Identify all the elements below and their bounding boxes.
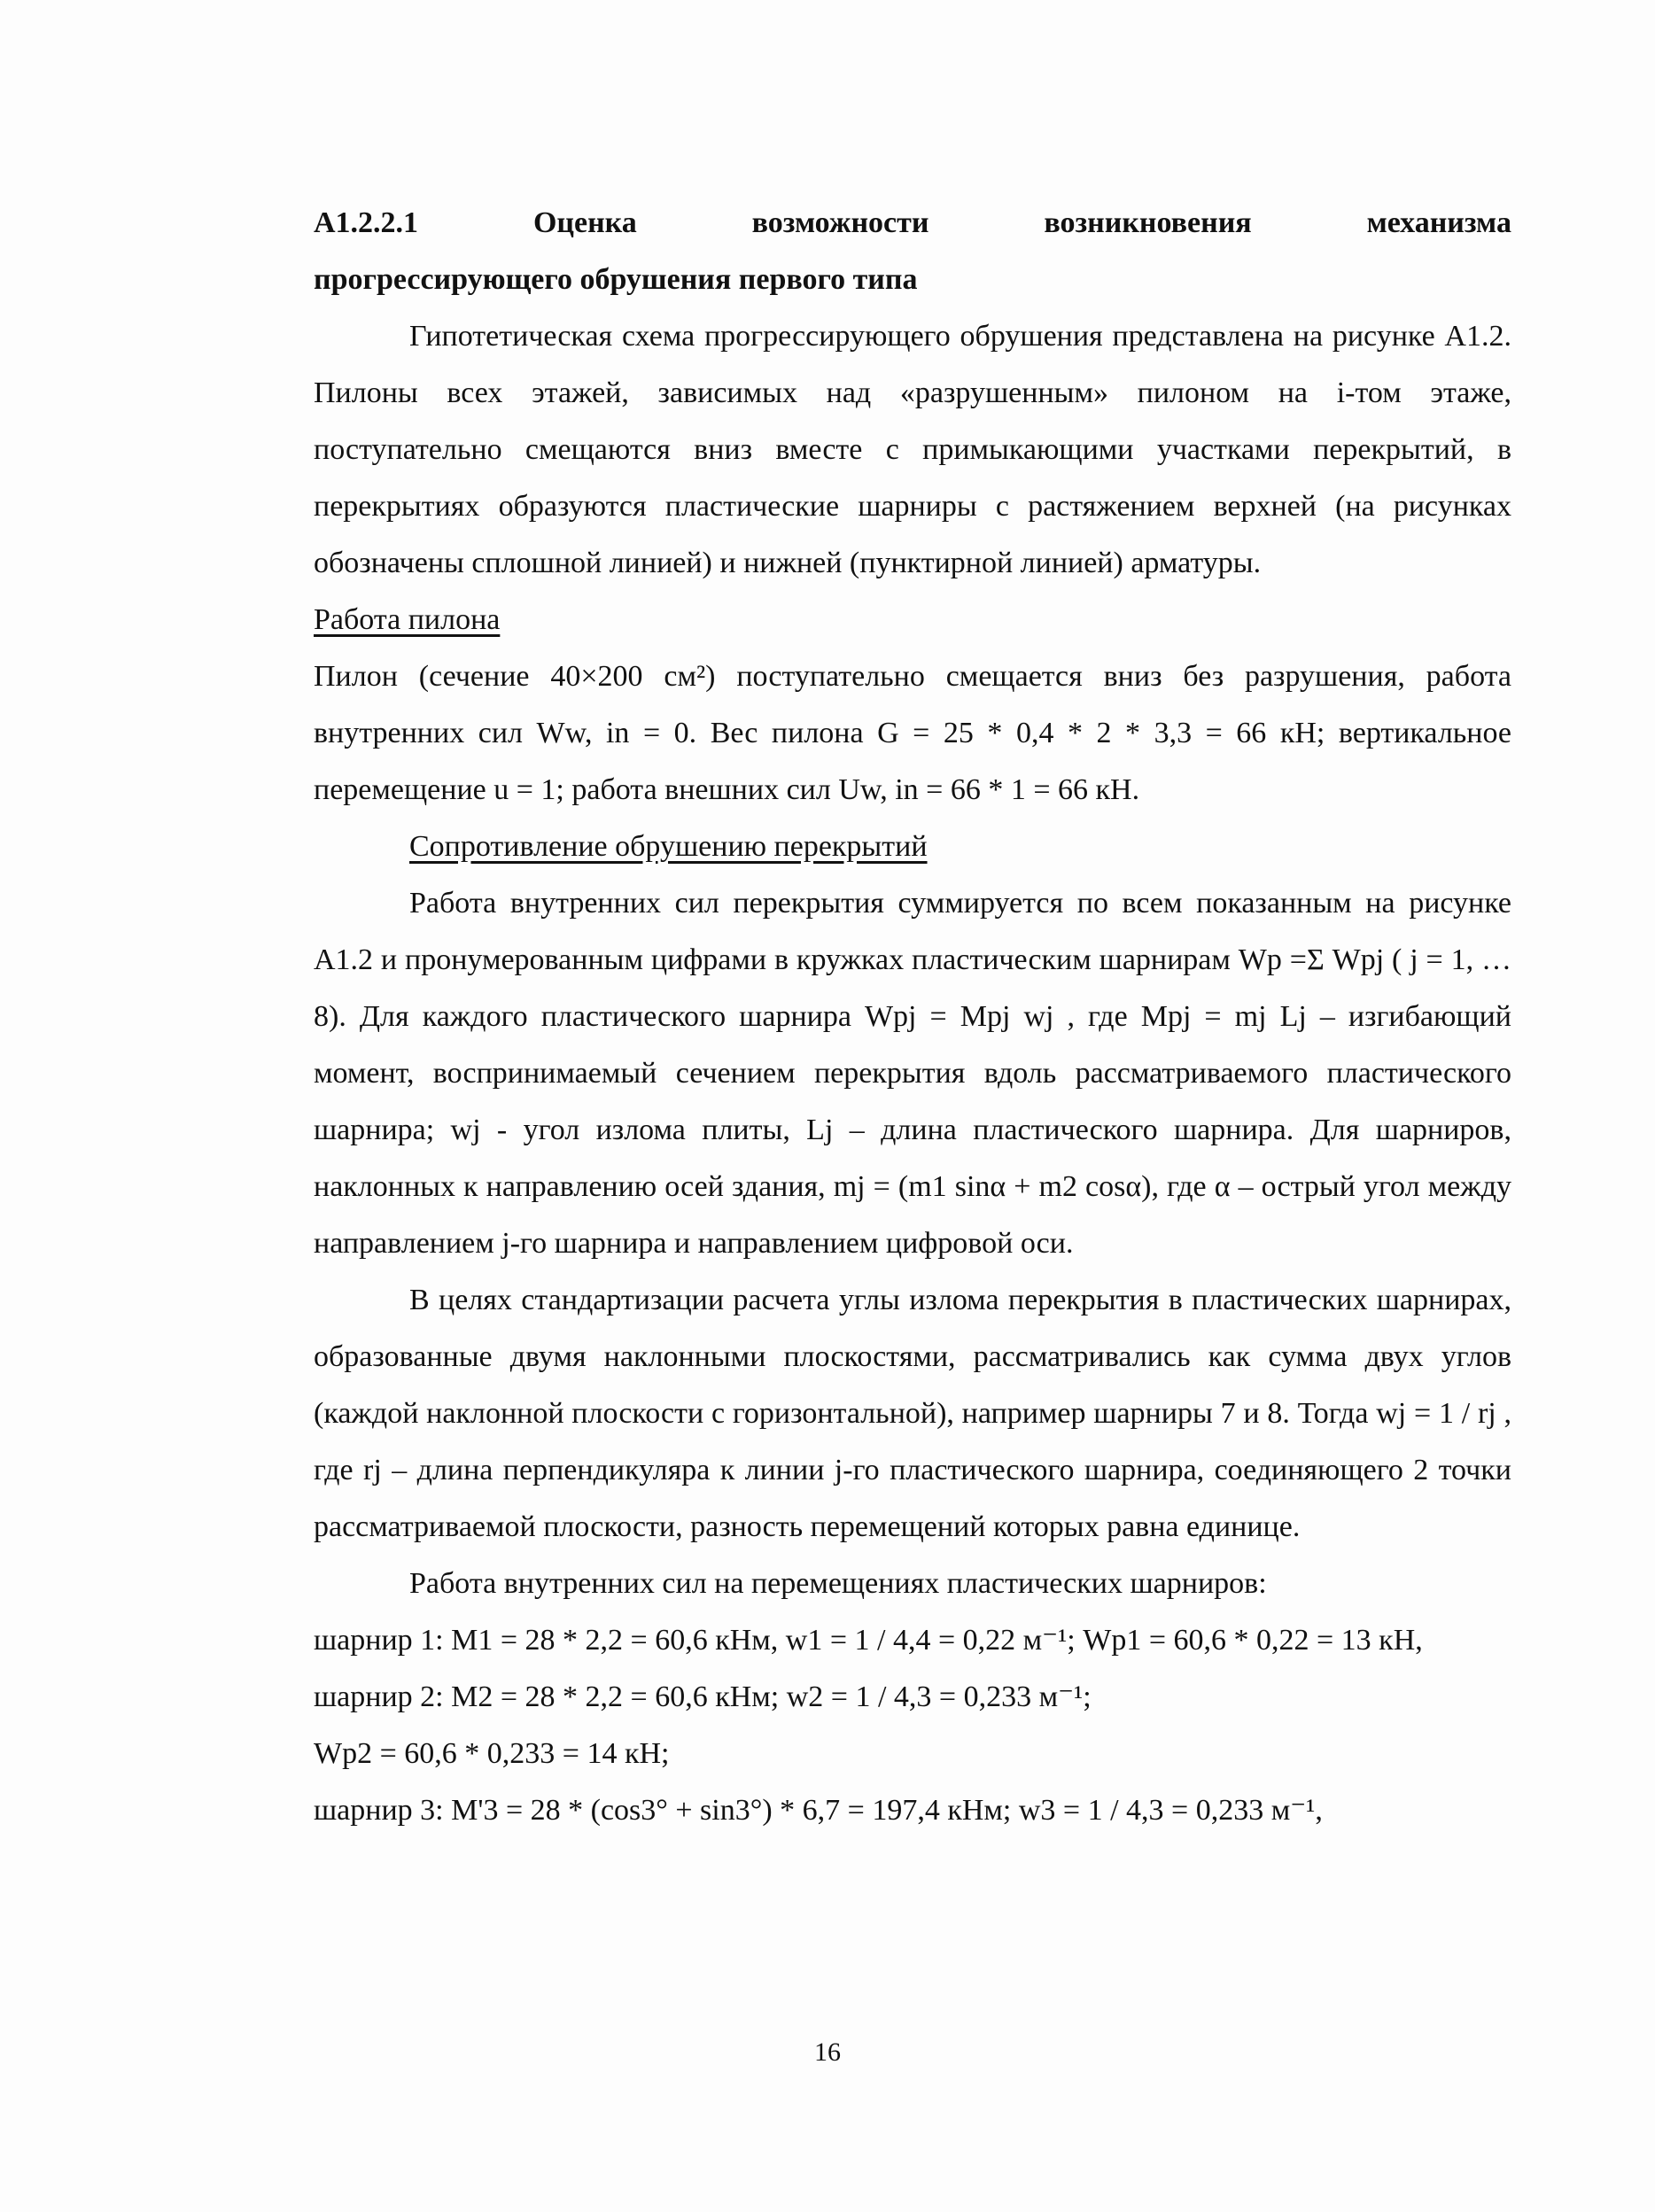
section-number: А1.2.2.1 bbox=[314, 206, 419, 239]
heading-word: Оценка bbox=[532, 206, 637, 239]
resistance-subheading: Сопротивление обрушению перекрытий bbox=[409, 830, 928, 863]
heading-word: возможности bbox=[751, 206, 929, 239]
standardization-paragraph: В целях стандартизации расчета углы излома перекрытия в пластических шарнирах, образованные двумя наклонными плоскостями, рассматривались как сумма двух углов (каждой наклонной плоскости с горизонтальной), например шарниры 7 и 8. Тогда wj = 1 / rj , где rj – длина перпендикуляра к линии j-го пластического шарнира, соединяющего 2 точки рассматриваемой плоскости, разность перемещений которых равна единице. bbox=[314, 1284, 1511, 1543]
hinge-2-line: шарнир 2: M2 = 28 * 2,2 = 60,6 кНм; w2 = 1 / 4,3 = 0,233 м⁻¹; bbox=[314, 1680, 1092, 1713]
intro-paragraph: Гипотетическая схема прогрессирующего обрушения представлена на рисунке А1.2. Пилоны всех этажей, зависимых над «разрушенным» пилоном на i-том этаже, поступательно смещаются вниз вместе с примыкающими участками перекрытий, в перекрытиях образуются пластические шарниры с растяжением верхней (на рисунках обозначены сплошной линией) и нижней (пунктирной линией) арматуры. bbox=[314, 320, 1511, 579]
heading-word: механизма bbox=[1366, 206, 1511, 239]
section-heading bbox=[314, 195, 1511, 252]
hinge-1-line: шарнир 1: M1 = 28 * 2,2 = 60,6 кНм, w1 = 1 / 4,4 = 0,22 м⁻¹; Wp1 = 60,6 * 0,22 = 13 кН, bbox=[314, 1624, 1423, 1657]
hinge-2-work-line: Wp2 = 60,6 * 0,233 = 14 кН; bbox=[314, 1737, 670, 1770]
page-number: 16 bbox=[814, 2037, 841, 2067]
resistance-subheading-row bbox=[314, 819, 1511, 875]
resistance-paragraph: Работа внутренних сил перекрытия суммируется по всем показанным на рисунке А1.2 и пронумерованным цифрами в кружках пластическим шарнирам Wp =Σ Wpj ( j = 1, …8). Для каждого пластического шарнира Wpj = Mpj wj , где Mpj = mj Lj – изгибающий момент, воспринимаемый сечением перекрытия вдоль рассматриваемого пластического шарнира; wj - угол излома плиты, Lj – длина пластического шарнира. Для шарниров, наклонных к направлению осей здания, mj = (m1 sinα + m2 cosα), где α – острый угол между направлением j-го шарнира и направлением цифровой оси. bbox=[314, 887, 1511, 1260]
work-intro-paragraph: Работа внутренних сил на перемещениях пластических шарниров: bbox=[409, 1567, 1267, 1600]
pylon-subheading: Работа пилона bbox=[314, 603, 501, 636]
pylon-paragraph: Пилон (сечение 40×200 см²) поступательно смещается вниз без разрушения, работа внутренних сил Ww, in = 0. Вес пилона G = 25 * 0,4 * 2 * 3,3 = 66 кН; вертикальное перемещение u = 1; работа внешних сил Uw, in = 66 * 1 = 66 кН. bbox=[314, 660, 1511, 806]
page-content bbox=[314, 195, 1511, 1839]
heading-word: возникновения bbox=[1044, 206, 1252, 239]
section-heading-continuation: прогрессирующего обрушения первого типа bbox=[314, 263, 918, 296]
hinge-3-line: шарнир 3: M'3 = 28 * (cos3° + sin3°) * 6,7 = 197,4 кНм; w3 = 1 / 4,3 = 0,233 м⁻¹, bbox=[314, 1794, 1323, 1827]
